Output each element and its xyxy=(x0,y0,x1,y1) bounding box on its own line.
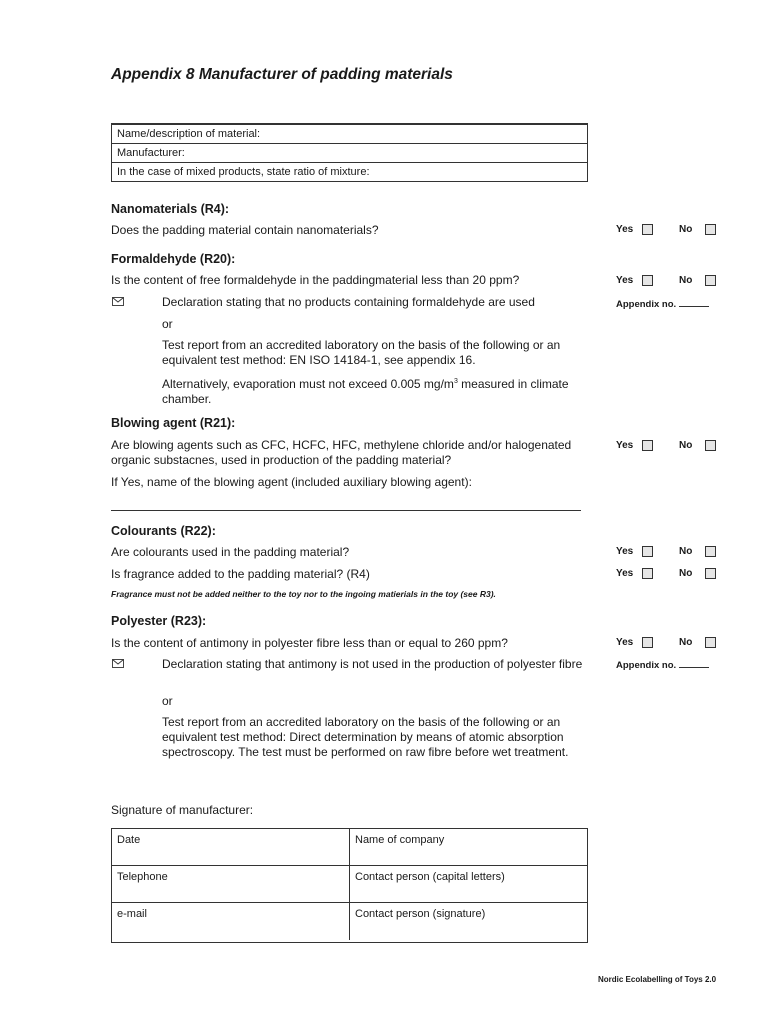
formaldehyde-appendix-no xyxy=(616,297,709,310)
no-checkbox[interactable] xyxy=(705,546,716,557)
yes-label: Yes xyxy=(616,637,634,648)
alternative-text-end: measured in climate chamber. xyxy=(162,377,569,406)
no-label: No xyxy=(679,568,693,579)
colourants-question: Are colourants used in the padding material? xyxy=(111,545,350,559)
company-name-field[interactable]: Name of company xyxy=(350,829,587,866)
nanomaterials-question: Does the padding material contain nanomaterials? xyxy=(111,223,379,237)
blowing-agent-question: Are blowing agents such as CFC, HCFC, HFC, methylene chloride and/or halogenated organic substacnes, used in production of the padding material? xyxy=(111,438,572,467)
no-label: No xyxy=(679,637,693,648)
no-label: No xyxy=(679,275,693,286)
mixture-ratio-field[interactable]: In the case of mixed products, state ratio of mixture: xyxy=(117,166,370,178)
polyester-test-report: Test report from an accredited laboratory on the basis of the following or an equivalent test method: Direct determination by means of atomic absorption spectroscopy. The test must be performed on raw fibre before wet treatment. xyxy=(162,715,569,759)
or-text: or xyxy=(162,694,173,708)
nanomaterials-yes-no xyxy=(616,224,716,235)
telephone-field[interactable]: Telephone xyxy=(112,866,350,903)
alternative-text-start: Alternatively, evaporation must not exceed 0.005 mg/m xyxy=(162,377,454,391)
no-checkbox[interactable] xyxy=(705,224,716,235)
yes-checkbox[interactable] xyxy=(642,275,653,286)
appendix-no-label: Appendix no. xyxy=(616,660,677,671)
polyester-heading: Polyester (R23): xyxy=(111,614,207,628)
material-table xyxy=(111,123,588,182)
alternative-superscript: 3 xyxy=(453,378,458,385)
yes-label: Yes xyxy=(616,568,634,579)
formaldehyde-alternative xyxy=(162,374,582,407)
yes-checkbox[interactable] xyxy=(642,546,653,557)
page-title: Appendix 8 Manufacturer of padding materials xyxy=(111,66,453,83)
no-checkbox[interactable] xyxy=(705,440,716,451)
fragrance-yes-no xyxy=(616,568,716,579)
polyester-yes-no xyxy=(616,637,716,648)
yes-checkbox[interactable] xyxy=(642,440,653,451)
formaldehyde-question: Is the content of free formaldehyde in the paddingmaterial less than 20 ppm? xyxy=(111,273,520,287)
fragrance-question: Is fragrance added to the padding material? (R4) xyxy=(111,567,370,581)
formaldehyde-declaration: Declaration stating that no products containing formaldehyde are used xyxy=(162,295,535,309)
blowing-agent-if-yes: If Yes, name of the blowing agent (included auxiliary blowing agent): xyxy=(111,475,472,489)
envelope-icon xyxy=(112,297,124,306)
appendix-no-label: Appendix no. xyxy=(616,299,677,310)
blowing-agent-yes-no xyxy=(616,440,716,451)
blowing-agent-heading: Blowing agent (R21): xyxy=(111,416,236,430)
polyester-declaration: Declaration stating that antimony is not used in the production of polyester fibre xyxy=(162,657,583,671)
colourants-heading: Colourants (R22): xyxy=(111,524,216,538)
no-label: No xyxy=(679,224,693,235)
or-text: or xyxy=(162,317,173,331)
appendix-no-field[interactable] xyxy=(679,297,709,307)
no-checkbox[interactable] xyxy=(705,568,716,579)
fragrance-note: Fragrance must not be added neither to the toy nor to the ingoing matierials in the toy (see R3). xyxy=(111,589,496,599)
yes-label: Yes xyxy=(616,275,634,286)
no-checkbox[interactable] xyxy=(705,275,716,286)
yes-checkbox[interactable] xyxy=(642,637,653,648)
blowing-agent-name-line[interactable] xyxy=(111,510,581,511)
formaldehyde-heading: Formaldehyde (R20): xyxy=(111,252,236,266)
nanomaterials-heading: Nanomaterials (R4): xyxy=(111,202,230,216)
no-checkbox[interactable] xyxy=(705,637,716,648)
polyester-question: Is the content of antimony in polyester fibre less than or equal to 260 ppm? xyxy=(111,636,508,650)
appendix-no-field[interactable] xyxy=(679,658,709,668)
polyester-appendix-no xyxy=(616,658,709,671)
manufacturer-field[interactable]: Manufacturer: xyxy=(112,144,587,163)
signature-field[interactable]: Contact person (signature) xyxy=(355,908,486,920)
yes-label: Yes xyxy=(616,224,634,235)
signature-table xyxy=(111,828,588,943)
contact-person-field[interactable]: Contact person (capital letters) xyxy=(350,866,587,903)
material-name-field[interactable]: Name/description of material: xyxy=(112,125,587,144)
yes-checkbox[interactable] xyxy=(642,224,653,235)
yes-label: Yes xyxy=(616,440,634,451)
yes-label: Yes xyxy=(616,546,634,557)
colourants-yes-no xyxy=(616,546,716,557)
page-footer: Nordic Ecolabelling of Toys 2.0 xyxy=(598,975,717,984)
formaldehyde-test-report: Test report from an accredited laboratory on the basis of the following or an equivalent test method: EN ISO 14184-1, see appendix 16. xyxy=(162,338,561,367)
no-label: No xyxy=(679,546,693,557)
yes-checkbox[interactable] xyxy=(642,568,653,579)
envelope-icon xyxy=(112,659,124,668)
formaldehyde-yes-no xyxy=(616,275,716,286)
signature-label: Signature of manufacturer: xyxy=(111,803,254,817)
email-field[interactable]: e-mail xyxy=(112,903,350,940)
date-field[interactable]: Date xyxy=(112,829,350,866)
no-label: No xyxy=(679,440,693,451)
